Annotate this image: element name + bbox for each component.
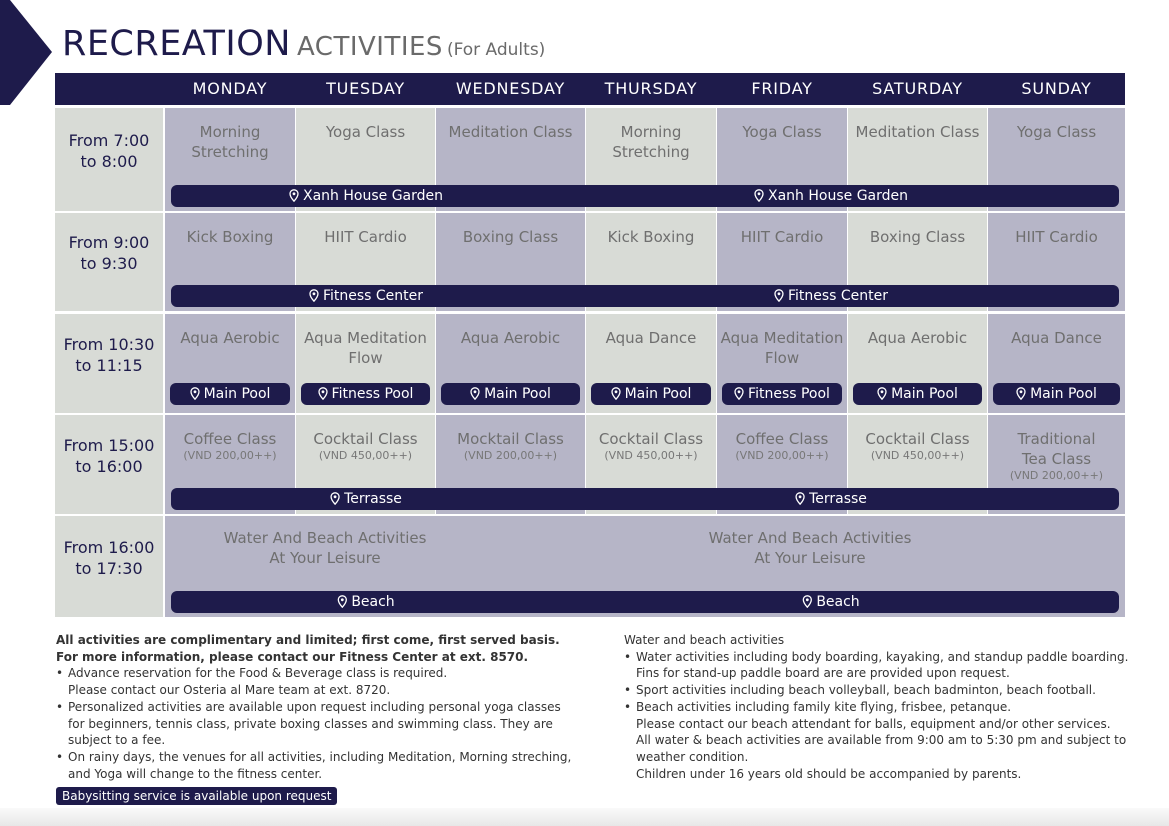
activity-name: Cocktail Class [598,430,704,448]
time-slot-label [55,108,163,211]
note-heading: Water and beach activities [624,633,785,647]
time-slot-line: From 16:00 [63,537,155,557]
activity-name: Yoga Class [742,123,822,141]
activity-name: Aqua Meditation [720,329,844,347]
activity-price: (VND 200,00++) [735,449,829,462]
activity-name: Coffee Class [183,430,277,448]
venue-name: Xanh House Garden [768,188,908,204]
activity-price: (VND 450,00++) [870,449,965,462]
notes-left [56,632,596,782]
location-pin-icon [318,387,328,400]
babysitting-badge: Babysitting service is available upon request [56,787,337,805]
note-line: and Yoga will change to the fitness center. [68,766,323,781]
location-pin-icon [734,387,744,400]
venue-pill [441,383,580,405]
location-pin-icon [802,595,812,608]
activity-name: Yoga Class [1016,123,1097,141]
venue-name: Fitness Center [322,288,424,304]
venue-bar [171,591,1119,613]
day-header-saturday: SATURDAY [872,79,963,98]
time-slot-label [55,415,163,514]
activity-name: Aqua Aerobic [460,329,561,347]
activity-name: Mocktail Class [457,430,564,448]
day-header-wednesday: WEDNESDAY [455,79,566,98]
note-bullet: • Water activities including body boarding, kayaking, and standup paddle boarding. [624,649,1144,666]
activity-name: Tea Class [1021,450,1092,468]
day-header-friday: FRIDAY [751,79,813,98]
venue-name: Xanh House Garden [303,188,443,204]
note-line: All water & beach activities are available from 9:00 am to 5:30 pm and subject to [636,733,1127,748]
venue-label [289,185,443,207]
time-slot-line: to 16:00 [75,456,143,476]
page-title [62,24,545,64]
note-bullet: • Sport activities including beach volleyball, beach badminton, beach football. [624,682,1144,699]
activity-name: Flow [348,349,383,367]
notes-right [624,632,1144,782]
activity-name: Kick Boxing [186,228,274,246]
location-pin-icon [470,387,480,400]
activity-name: HIIT Cardio [324,228,407,246]
venue-name: Main Pool [1030,386,1097,402]
venue-name: Terrasse [809,491,867,507]
venue-label [802,591,859,613]
activity-name: Water And Beach Activities [708,529,912,547]
activity-price: (VND 200,00++) [463,449,558,462]
note-line: Please contact our beach attendant for balls, equipment and/or other services. [636,716,1111,731]
note-bold-line: For more information, please contact our Fitness Center at ext. 8570. [56,649,529,664]
activity-name: Coffee Class [735,430,829,448]
activity-name: Traditional [1017,430,1096,448]
time-slot-line: From 15:00 [63,435,155,455]
footer-bar [0,808,1169,826]
venue-pill [301,383,430,405]
activity-name: Boxing Class [869,228,966,246]
time-slot-line: to 9:30 [80,254,138,273]
time-slot-line: to 11:15 [75,355,143,375]
activity-name: Cocktail Class [313,430,418,448]
location-pin-icon [330,492,340,505]
activity-name: Stretching [191,143,269,161]
venue-pill [722,383,842,405]
activity-name: Cocktail Class [865,430,970,448]
note-bullet: • Beach activities including family kite flying, frisbee, petanque. [624,699,1144,716]
time-slot-line: From 9:00 [68,233,150,252]
venue-bar [171,185,1119,207]
activity-price: (VND 200,00++) [183,449,277,462]
venue-label [754,185,908,207]
location-pin-icon [754,189,764,202]
venue-pill [993,383,1120,405]
activity-name: Meditation Class [448,123,573,141]
note-line: subject to a fee. [68,733,166,748]
venue-name: Main Pool [891,386,958,402]
time-slot-label [55,213,163,311]
venue-name: Fitness Pool [331,386,414,402]
location-pin-icon [774,289,784,302]
venue-pill [170,383,290,405]
title-sub: ACTIVITIES [296,32,443,62]
venue-label [774,285,888,307]
note-line: for beginners, tennis class, private boxing classes and swimming class. They are [68,716,553,731]
location-pin-icon [877,387,887,400]
venue-label [309,285,423,307]
note-bold-line: All activities are complimentary and limited; first come, first served basis. [56,633,560,647]
activity-name: HIIT Cardio [1015,228,1098,246]
venue-bar [171,488,1119,510]
activity-name: Aqua Dance [605,329,697,347]
location-pin-icon [309,289,319,302]
venue-name: Beach [351,594,395,610]
venue-label [795,488,867,510]
location-pin-icon [289,189,299,202]
activity-name: Morning [199,123,261,141]
activity-name: Kick Boxing [607,228,695,246]
schedule-grid [55,108,1125,618]
day-header-tuesday: TUESDAY [326,79,405,98]
activity-name: Morning [620,123,682,141]
note-line: Children under 16 years old should be accompanied by parents. [636,766,1022,781]
location-pin-icon [611,387,621,400]
activity-name: Aqua Aerobic [867,329,968,347]
venue-name: Main Pool [203,386,271,402]
note-line: weather condition. [636,749,749,764]
location-pin-icon [190,387,200,400]
activity-price: (VND 200,00++) [1009,469,1104,482]
corner-triangle-decoration [0,0,55,105]
venue-bar [171,285,1119,307]
venue-name: Main Pool [624,386,692,402]
note-bullet: • Personalized activities are available upon request including personal yoga classes [56,699,596,716]
activity-name: Yoga Class [325,123,406,141]
activity-name: Aqua Aerobic [180,329,280,347]
note-line: Please contact our Osteria al Mare team at ext. 8720. [68,683,391,698]
activity-name: Stretching [612,143,690,161]
activity-name: At Your Leisure [269,549,381,567]
venue-pill [853,383,982,405]
day-header-monday: MONDAY [192,79,268,98]
venue-label [330,488,402,510]
activity-name: Aqua Meditation [304,329,427,347]
day-header-thursday: THURSDAY [604,79,698,98]
note-bullet: • Advance reservation for the Food & Beverage class is required. [56,665,596,682]
time-slot-label [55,516,163,617]
time-slot-label [55,314,163,413]
water-beach-text [650,528,970,568]
location-pin-icon [337,595,347,608]
activity-name: Flow [764,349,800,367]
title-main: RECREATION [62,24,291,64]
time-slot-line: From 7:00 [68,130,150,150]
venue-pill [591,383,711,405]
location-pin-icon [795,492,805,505]
activity-name: Meditation Class [855,123,980,141]
venue-name: Fitness Center [787,288,889,304]
venue-name: Main Pool [484,386,551,402]
day-header-bar [55,73,1125,105]
venue-label [337,591,394,613]
location-pin-icon [1016,387,1026,400]
activity-name: Water And Beach Activities [223,529,427,547]
day-header-sunday: SUNDAY [1021,79,1092,98]
venue-name: Terrasse [344,491,402,507]
note-bullet: • On rainy days, the venues for all activities, including Meditation, Morning streching, [56,749,596,766]
time-slot-line: From 10:30 [63,334,155,354]
activity-name: HIIT Cardio [740,228,824,246]
activity-name: Aqua Dance [1011,329,1102,347]
venue-name: Beach [816,594,860,610]
venue-name: Fitness Pool [748,386,830,402]
water-beach-text [165,528,485,568]
title-note: (For Adults) [446,40,546,60]
activity-price: (VND 450,00++) [318,449,413,462]
activity-name: Boxing Class [462,228,559,246]
note-line: Fins for stand-up paddle board are are provided upon request. [636,666,1010,681]
time-slot-line: to 17:30 [75,558,143,578]
activity-name: At Your Leisure [754,549,866,567]
activity-price: (VND 450,00++) [604,449,698,462]
time-slot-line: to 8:00 [80,151,138,171]
